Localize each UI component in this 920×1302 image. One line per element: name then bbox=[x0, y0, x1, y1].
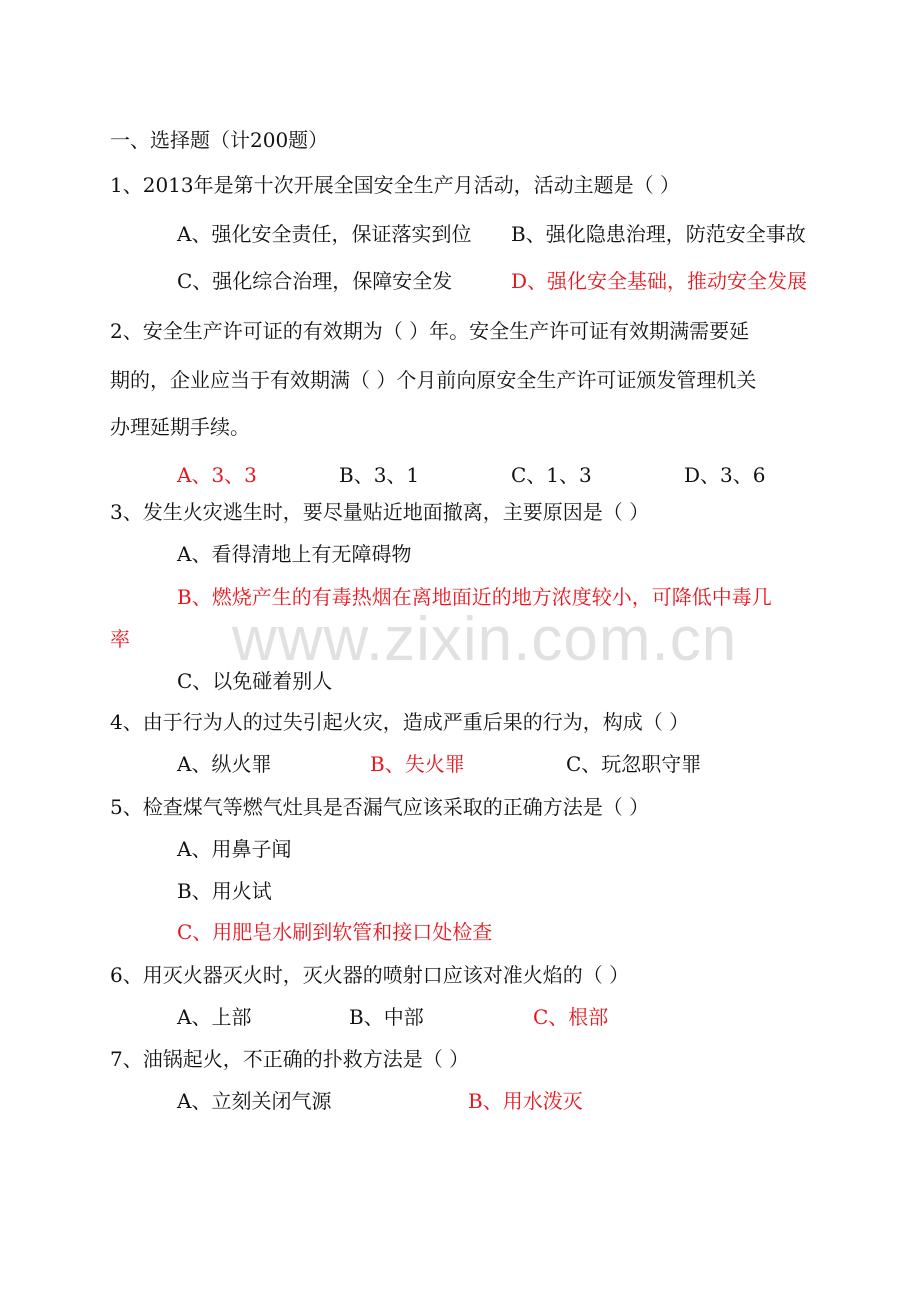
question-4-stem: 4、由于行为人的过失引起火灾，造成严重后果的行为，构成（ ） bbox=[110, 710, 690, 734]
section-title: 一、选择题（计200题） bbox=[110, 128, 329, 152]
question-5-stem: 5、检查煤气等燃气灶具是否漏气应该采取的正确方法是（ ） bbox=[110, 795, 650, 819]
question-3-option-b-answer-line2: 率 bbox=[110, 627, 130, 651]
question-5-option-c-answer: C、用肥皂水刷到软管和接口处检查 bbox=[177, 920, 493, 944]
question-5-option-a: A、用鼻子闻 bbox=[177, 837, 292, 861]
question-6-option-b: B、中部 bbox=[349, 1005, 424, 1029]
question-2-option-d: D、3、6 bbox=[684, 463, 766, 487]
question-2-option-b: B、3、1 bbox=[339, 463, 420, 487]
question-3-option-c: C、以免碰着别人 bbox=[177, 669, 333, 693]
question-6-option-a: A、上部 bbox=[177, 1005, 252, 1029]
question-3-option-b-answer-line1: B、燃烧产生的有毒热烟在离地面近的地方浓度较小，可降低中毒几 bbox=[177, 585, 772, 609]
question-4-option-b-answer: B、失火罪 bbox=[370, 752, 465, 776]
question-7-stem: 7、油锅起火，不正确的扑救方法是（ ） bbox=[110, 1047, 470, 1071]
question-3-option-a: A、看得清地上有无障碍物 bbox=[177, 542, 412, 566]
question-1-option-a: A、强化安全责任，保证落实到位 bbox=[177, 222, 472, 246]
question-1-option-b: B、强化隐患治理，防范安全事故 bbox=[511, 222, 806, 246]
question-2-option-a-answer: A、3、3 bbox=[177, 463, 257, 487]
question-2-stem-line2: 期的，企业应当于有效期满（ ）个月前向原安全生产许可证颁发管理机关 bbox=[110, 368, 757, 392]
question-1-stem: 1、2013年是第十次开展全国安全生产月活动，活动主题是（ ） bbox=[110, 173, 680, 197]
question-4-option-c: C、玩忽职守罪 bbox=[566, 752, 702, 776]
question-6-option-c-answer: C、根部 bbox=[533, 1005, 609, 1029]
question-1-option-d-answer: D、强化安全基础，推动安全发展 bbox=[511, 269, 808, 293]
question-2-stem-line1: 2、安全生产许可证的有效期为（ ）年。安全生产许可证有效期满需要延 bbox=[110, 319, 750, 343]
question-5-option-b: B、用火试 bbox=[177, 879, 272, 903]
question-1-option-c: C、强化综合治理，保障安全发 bbox=[177, 269, 453, 293]
question-7-option-a: A、立刻关闭气源 bbox=[177, 1089, 332, 1113]
question-2-option-c: C、1、3 bbox=[511, 463, 592, 487]
question-4-option-a: A、纵火罪 bbox=[177, 752, 272, 776]
question-7-option-b-answer: B、用水泼灭 bbox=[468, 1089, 583, 1113]
watermark: www.zixin.com.cn bbox=[232, 605, 738, 674]
question-6-stem: 6、用灭火器灭火时，灭火器的喷射口应该对准火焰的（ ） bbox=[110, 963, 630, 987]
question-2-stem-line3: 办理延期手续。 bbox=[110, 415, 250, 439]
question-3-stem: 3、发生火灾逃生时，要尽量贴近地面撤离，主要原因是（ ） bbox=[110, 500, 650, 524]
